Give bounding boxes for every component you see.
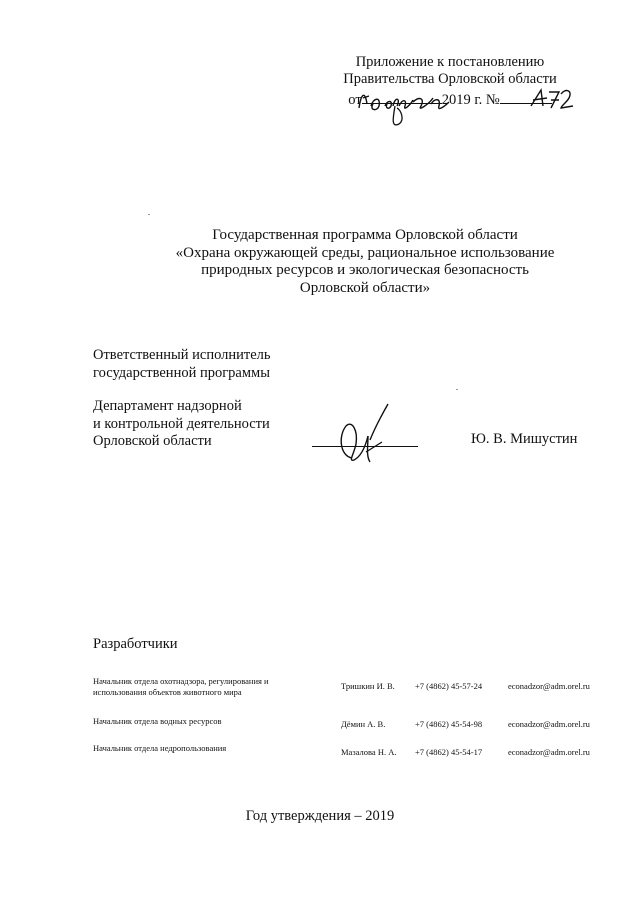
developer-phone: +7 (4862) 45-54-17 xyxy=(415,747,483,757)
developer-position: Начальник отдела недропользования xyxy=(93,743,227,753)
appendix-year-number: 2019 г. № xyxy=(441,92,500,108)
department-name xyxy=(93,398,270,451)
handwritten-date xyxy=(355,84,455,132)
responsible-label-line1: Ответственный исполнитель xyxy=(93,347,271,363)
program-line2: «Охрана окружающей среды, рациональное использование xyxy=(175,244,555,261)
signer-name: Ю. В. Мишустин xyxy=(471,431,578,447)
approval-year: Год утверждения – 2019 xyxy=(245,808,395,824)
developer-position xyxy=(93,676,269,697)
scan-speck xyxy=(456,389,458,390)
department-line3: Орловской области xyxy=(93,433,212,449)
developer-email: econadzor@adm.orel.ru xyxy=(508,747,590,757)
developer-name: Дёмин А. В. xyxy=(341,719,386,729)
appendix-from: от xyxy=(348,92,362,108)
developer-email: econadzor@adm.orel.ru xyxy=(508,681,590,691)
appendix-line2: Правительства Орловской области xyxy=(343,71,557,87)
developer-row xyxy=(93,716,613,728)
developer-position: Начальник отдела водных ресурсов xyxy=(93,716,222,726)
scan-speck xyxy=(148,214,150,215)
handwritten-number xyxy=(527,84,577,116)
developer-phone: +7 (4862) 45-54-98 xyxy=(415,719,483,729)
program-title xyxy=(110,227,620,297)
appendix-line1: Приложение к постановлению xyxy=(355,54,545,70)
responsible-label xyxy=(93,347,271,382)
developers-heading: Разработчики xyxy=(93,636,178,652)
developer-name: Тришкин И. В. xyxy=(341,681,395,691)
program-line1: Государственная программа Орловской области xyxy=(212,227,518,243)
developer-email: econadzor@adm.orel.ru xyxy=(508,719,590,729)
developer-phone: +7 (4862) 45-57-24 xyxy=(415,681,483,691)
signature xyxy=(330,400,400,470)
developer-row xyxy=(93,676,613,698)
responsible-label-line2: государственной программы xyxy=(93,364,270,381)
developer-row xyxy=(93,743,613,755)
program-line4: Орловской области» xyxy=(299,279,431,296)
department-line1: Департамент надзорной xyxy=(93,398,242,414)
department-line2: и контрольной деятельности xyxy=(93,415,270,432)
program-line3: природных ресурсов и экологическая безопасность xyxy=(201,262,529,278)
developer-position-line1: Начальник отдела охотнадзора, регулирования и xyxy=(93,676,269,686)
developer-name: Мазалова Н. А. xyxy=(341,747,397,757)
developer-position-line2: использования объектов животного мира xyxy=(93,686,242,697)
